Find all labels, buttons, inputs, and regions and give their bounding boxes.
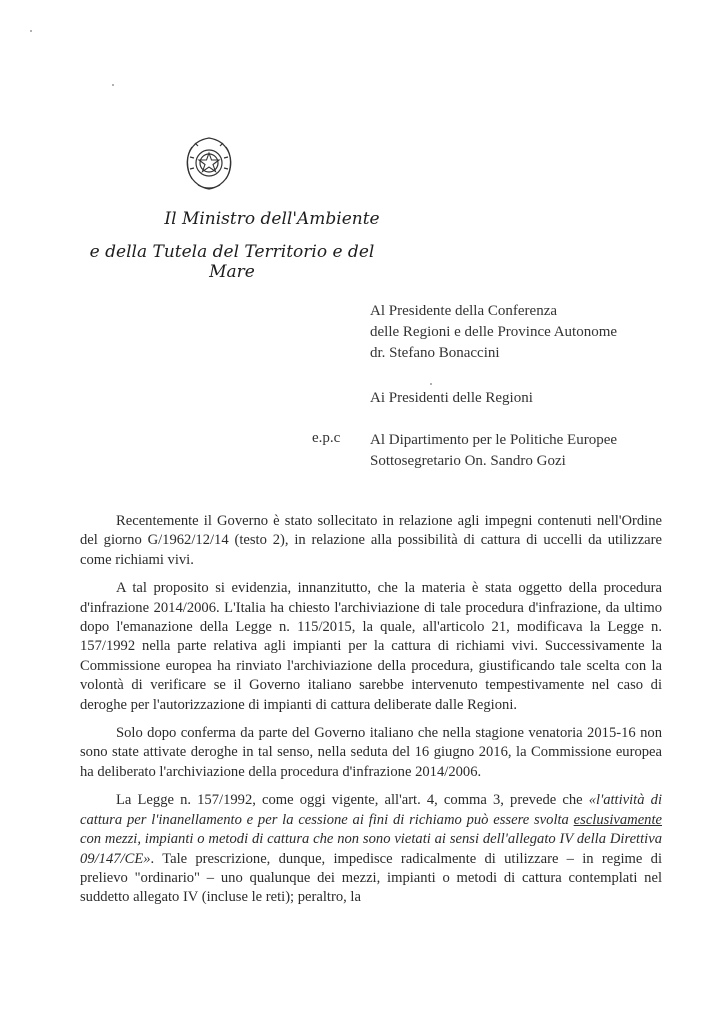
paragraph-4 [80, 791, 662, 907]
scan-speck [30, 30, 32, 32]
recipient-line: Ai Presidenti delle Regioni [370, 390, 533, 406]
paragraph-4-quote-start: «l'attività di cattura per l'inanellamento e per la cessione ai fini di richiamo può essere svolta [80, 792, 662, 828]
paragraph-3: Solo dopo conferma da parte del Governo italiano che nella stagione venatoria 2015-16 non sono state attivate deroghe in tal senso, nella seduta del 16 giugno 2016, la Commissione europea ha deliberato l'archiviazione della procedura d'infrazione 2014/2006. [80, 725, 662, 780]
paragraph-2: A tal proposito si evidenzia, innanzitutto, che la materia è stata oggetto della procedura d'infrazione 2014/2006. L'Italia ha chiesto l'archiviazione di tale procedura d'infrazione, da ultimo dopo l'emanazione della Legge n. 115/2015, la quale, all'articolo 21, modificava la Legge n. 157/1992 nella parte relativa agli impianti per la cattura di richiami vivi. Successivamente la Commissione europea ha rinviato l'archiviazione della procedura, giustificando tale scelta con la volontà di verificare se il Governo italiano sarebbe intervenuto tempestivamente nel caso di deroghe per l'autorizzazione di impianti di cattura deliberate dalle Regioni. [80, 580, 662, 713]
scan-speck [112, 84, 114, 86]
ministry-title-line1: Il Ministro dell'Ambiente [164, 209, 380, 229]
recipient-line: dr. Stefano Bonaccini [370, 345, 500, 361]
recipient-block-regions [370, 388, 533, 409]
recipient-block-department [370, 430, 617, 472]
paragraph-1: Recentemente il Governo è stato sollecitato in relazione agli impegni contenuti nell'Ordine del giorno G/1962/12/14 (testo 2), in relazione alla possibilità di cattura di uccelli da utilizzare come richiami vivi. [80, 513, 662, 568]
recipient-line: Sottosegretario On. Sandro Gozi [370, 453, 566, 469]
epc-label: e.p.c [312, 430, 341, 446]
letter-body [80, 512, 662, 917]
paragraph-4-quote-end: con mezzi, impianti o metodi di cattura che non sono vietati ai sensi dell'allegato IV della Direttiva 09/147/CE» [80, 831, 662, 867]
paragraph-4-underlined-word: esclusivamente [573, 811, 662, 828]
italian-republic-emblem-icon [180, 133, 238, 193]
recipient-line: delle Regioni e delle Province Autonome [370, 324, 618, 340]
scan-speck [430, 383, 432, 385]
ministry-title-line2: e della Tutela del Territorio e del Mare [89, 242, 375, 282]
recipient-line: Al Dipartimento per le Politiche Europee [370, 432, 618, 448]
recipient-block-conference [370, 301, 617, 364]
paragraph-4-intro: La Legge n. 157/1992, come oggi vigente, all'art. 4, comma 3, prevede che [116, 792, 589, 809]
paragraph-4-continuation: . Tale prescrizione, dunque, impedisce radicalmente di utilizzare – in regime di prelievo "ordinario" – uno qualunque dei mezzi, impianti o metodi di cattura contemplati nel suddetto allegato IV (incluse le reti); peraltro, la [80, 850, 662, 906]
recipient-line: Al Presidente della Conferenza [370, 303, 558, 319]
